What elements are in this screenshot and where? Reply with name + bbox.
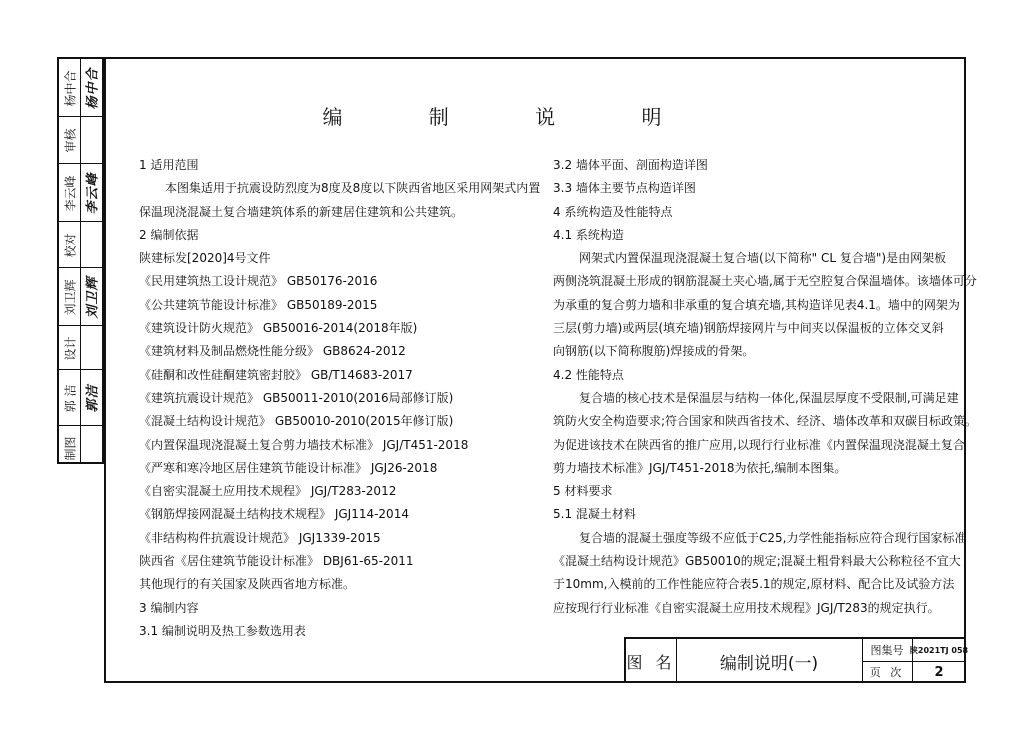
sidebar-role-label xyxy=(61,426,79,470)
text-line: 《混凝土结构设计规范》 GB50010-2010(2015年修订版) xyxy=(139,414,454,429)
sidebar-signature xyxy=(81,426,101,470)
text-line: 《建筑材料及制品燃烧性能分级》 GB8624-2012 xyxy=(139,344,406,359)
text-line: 为促进该技术在陕西省的推广应用,以现行行业标准《内置保温现浇混凝土复合 xyxy=(553,437,965,452)
text-line: 《建筑设计防火规范》 GB50016-2014(2018年版) xyxy=(139,321,418,336)
sidebar-role-label xyxy=(61,164,79,222)
text-line: 于10mm,入模前的工作性能应符合表5.1的规定,原材料、配合比及试验方法 xyxy=(553,577,955,592)
text-line: 3.1 编制说明及热工参数选用表 xyxy=(139,623,306,638)
sidebar-cell xyxy=(59,164,102,222)
sidebar-role-text: 刘卫辉 xyxy=(63,278,78,316)
text-line: 《严寒和寒冷地区居住建筑节能设计标准》 JGJ26-2018 xyxy=(139,460,438,475)
text-line: 《建筑抗震设计规范》 GB50011-2010(2016局部修订版) xyxy=(139,390,454,405)
sidebar-role-text: 审核 xyxy=(63,128,78,153)
figure-name-label: 图 名 xyxy=(626,652,676,672)
sidebar-cell xyxy=(59,426,102,470)
page-label: 页 次 xyxy=(869,666,905,679)
sidebar-signature xyxy=(81,370,101,426)
text-line: 3 编制内容 xyxy=(139,600,199,615)
text-line: 4.2 性能特点 xyxy=(553,367,624,382)
text-line: 复合墙的核心技术是保温层与结构一体化,保温层厚度不受限制,可满足建 xyxy=(579,390,959,405)
text-line: 《混凝土结构设计规范》GB50010的规定;混凝土粗骨料最大公称粒径不宜大 xyxy=(553,554,961,569)
sidebar-cell xyxy=(59,370,102,426)
sidebar-role-text: 设计 xyxy=(63,335,78,361)
text-line: 剪力墙技术标准》JGJ/T451-2018为依托,编制本图集。 xyxy=(553,460,847,475)
sidebar-cell xyxy=(59,326,102,370)
text-line: 3.2 墙体平面、剖面构造详图 xyxy=(553,158,708,172)
signature-text: 杨中合 xyxy=(85,66,101,110)
sidebar-role-text: 李云峰 xyxy=(63,174,78,212)
page-value: 2 xyxy=(934,664,944,680)
text-line: 《公共建筑节能设计标准》 GB50189-2015 xyxy=(139,297,378,312)
text-line: 3.3 墙体主要节点构造详图 xyxy=(553,181,696,196)
text-line: 《非结构构件抗震设计规范》 JGJ1339-2015 xyxy=(139,530,381,545)
text-line: 5.1 混凝土材料 xyxy=(553,507,636,522)
text-line: 《内置保温现浇混凝土复合剪力墙技术标准》 JGJ/T451-2018 xyxy=(139,437,469,452)
figure-name-value: 编制说明(一) xyxy=(719,653,819,674)
sidebar-role-text: 制图 xyxy=(63,435,78,461)
sidebar-cell xyxy=(59,222,102,268)
text-line: 应按现行行业标准《自密实混凝土应用技术规程》JGJ/T283的规定执行。 xyxy=(553,600,940,615)
text-line: 网架式内置保温现浇混凝土复合墙(以下简称" CL 复合墙")是由网架板 xyxy=(579,251,947,266)
title-block xyxy=(624,637,969,683)
sidebar-role-text: 杨中合 xyxy=(63,69,78,107)
sidebar-signature xyxy=(81,222,101,268)
sidebar-role-label xyxy=(61,370,79,426)
text-line: 4.1 系统构造 xyxy=(553,227,624,242)
atlas-no-value: 陕2021TJ 058 xyxy=(909,645,969,655)
sidebar-signature xyxy=(81,326,101,370)
text-line: 筑防火安全构造要求;符合国家和陕西省技术、经济、墙体改革和双碳目标政策。 xyxy=(553,414,978,429)
text-line: 陕西省《居住建筑节能设计标准》 DBJ61-65-2011 xyxy=(139,554,414,569)
text-line: 《民用建筑热工设计规范》 GB50176-2016 xyxy=(139,274,378,289)
signature-text: 李云峰 xyxy=(85,171,101,215)
sidebar-role-text: 校对 xyxy=(63,232,78,258)
page-title: 编 制 说 明 xyxy=(322,105,702,129)
text-line: 保温现浇混凝土复合墙建筑体系的新建居住建筑和公共建筑。 xyxy=(139,204,464,219)
text-line: 向钢筋(以下简称腹筋)焊接成的骨架。 xyxy=(553,344,755,359)
text-line: 为承重的复合剪力墙和非承重的复合填充墙,其构造详见表4.1。墙中的网架为 xyxy=(553,297,960,312)
sidebar-role-label xyxy=(61,222,79,268)
text-line: 2 编制依据 xyxy=(139,227,199,242)
sidebar-signature xyxy=(81,164,101,222)
text-line: 4 系统构造及性能特点 xyxy=(553,204,673,219)
text-line: 两侧浇筑混凝土形成的钢筋混凝土夹心墙,属于无空腔复合保温墙体。该墙体可分 xyxy=(553,274,977,289)
text-line: 1 适用范围 xyxy=(139,158,199,172)
text-line: 三层(剪力墙)或两层(填充墙)钢筋焊接网片与中间夹以保温板的立体交叉斜 xyxy=(553,321,944,336)
signature-text: 刘卫辉 xyxy=(85,275,101,319)
left-column xyxy=(139,154,539,643)
sidebar-role-label xyxy=(61,326,79,370)
right-column xyxy=(553,154,978,620)
atlas-no-label: 图集号 xyxy=(870,644,904,657)
sidebar-cell xyxy=(59,268,102,326)
text-line: 5 材料要求 xyxy=(553,484,613,499)
signature-text: 郭洁 xyxy=(85,383,101,413)
text-line: 《硅酮和改性硅酮建筑密封胶》 GB/T14683-2017 xyxy=(139,367,413,382)
sidebar-role-label xyxy=(61,268,79,326)
text-line: 《自密实混凝土应用技术规程》 JGJ/T283-2012 xyxy=(139,484,397,499)
text-line: 复合墙的混凝土强度等级不应低于C25,力学性能指标应符合现行国家标准 xyxy=(579,530,967,545)
text-line: 本图集适用于抗震设防烈度为8度及8度以下陕西省地区采用网架式内置 xyxy=(165,181,541,196)
text-line: 陕建标发[2020]4号文件 xyxy=(139,251,271,266)
sidebar-role-text: 郭 洁 xyxy=(63,384,78,412)
text-line: 《钢筋焊接网混凝土结构技术规程》 JGJ114-2014 xyxy=(139,507,409,522)
sidebar-signature xyxy=(81,268,101,326)
text-line: 其他现行的有关国家及陕西省地方标准。 xyxy=(139,577,356,592)
